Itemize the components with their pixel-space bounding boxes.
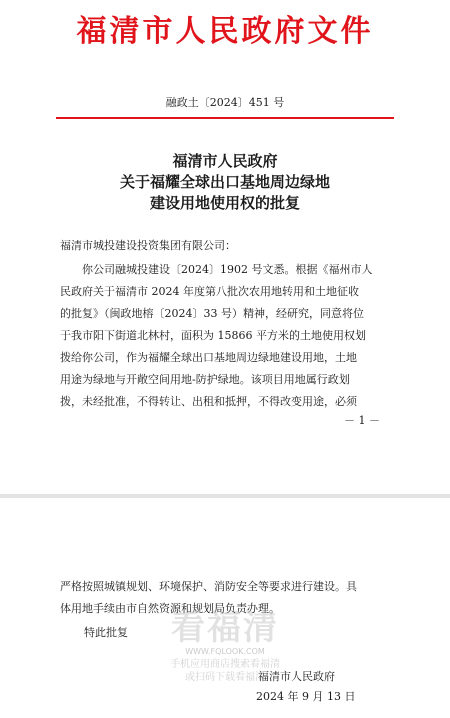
body-line-1: 你公司融城投建设〔2024〕1902 号文悉。根据《福州市人 [82,263,373,276]
watermark-line-2: 或扫码下载看福清 [185,672,265,683]
document-title-line-2: 关于福耀全球出口基地周边绿地 [119,173,330,191]
body-line-4: 于我市阳下街道北林村，面积为 15866 平方米的土地使用权划 [60,329,366,342]
body-line-7: 拨，未经批准，不得转让、出租和抵押，不得改变用途，必须 [60,395,357,408]
watermark-line-1: 手机应用商店搜索看福清 [170,659,280,670]
document-header-title: 福清市人民政府文件 [76,14,374,49]
addressee: 福清市城投建设投资集团有限公司： [60,239,236,252]
page-number: － 1 － [344,414,380,427]
closing-reply: 特此批复 [84,626,128,639]
page2-line-2: 体用地手续由市自然资源和规划局负责办理。 [60,602,280,615]
document-title-line-1: 福清市人民政府 [172,152,278,170]
page2-line-1: 严格按照城镇规划、环境保护、消防安全等要求进行建设。具 [60,580,357,593]
body-line-2: 民政府关于福清市 2024 年度第八批次农用地转用和土地征收 [60,285,359,298]
red-divider-line [56,117,394,119]
document-page-2 [0,498,450,718]
watermark-brand: 看福清 [171,608,279,648]
body-line-3: 的批复》（闽政地榕〔2024〕33 号）精神，经研究，同意将位 [60,307,364,320]
watermark-url: WWW.FQLOOK.COM [185,647,265,656]
body-line-5: 拨给你公司，作为福耀全球出口基地周边绿地建设用地，土地 [60,351,357,364]
issuer-name: 福清市人民政府 [258,670,335,683]
document-title-line-3: 建设用地使用权的批复 [149,194,300,212]
issue-date: 2024 年 9 月 13 日 [256,690,356,703]
body-line-6: 用途为绿地与开敞空间用地-防护绿地。该项目用地属行政划 [60,373,350,386]
document-number: 融政土〔2024〕451 号 [165,96,285,109]
